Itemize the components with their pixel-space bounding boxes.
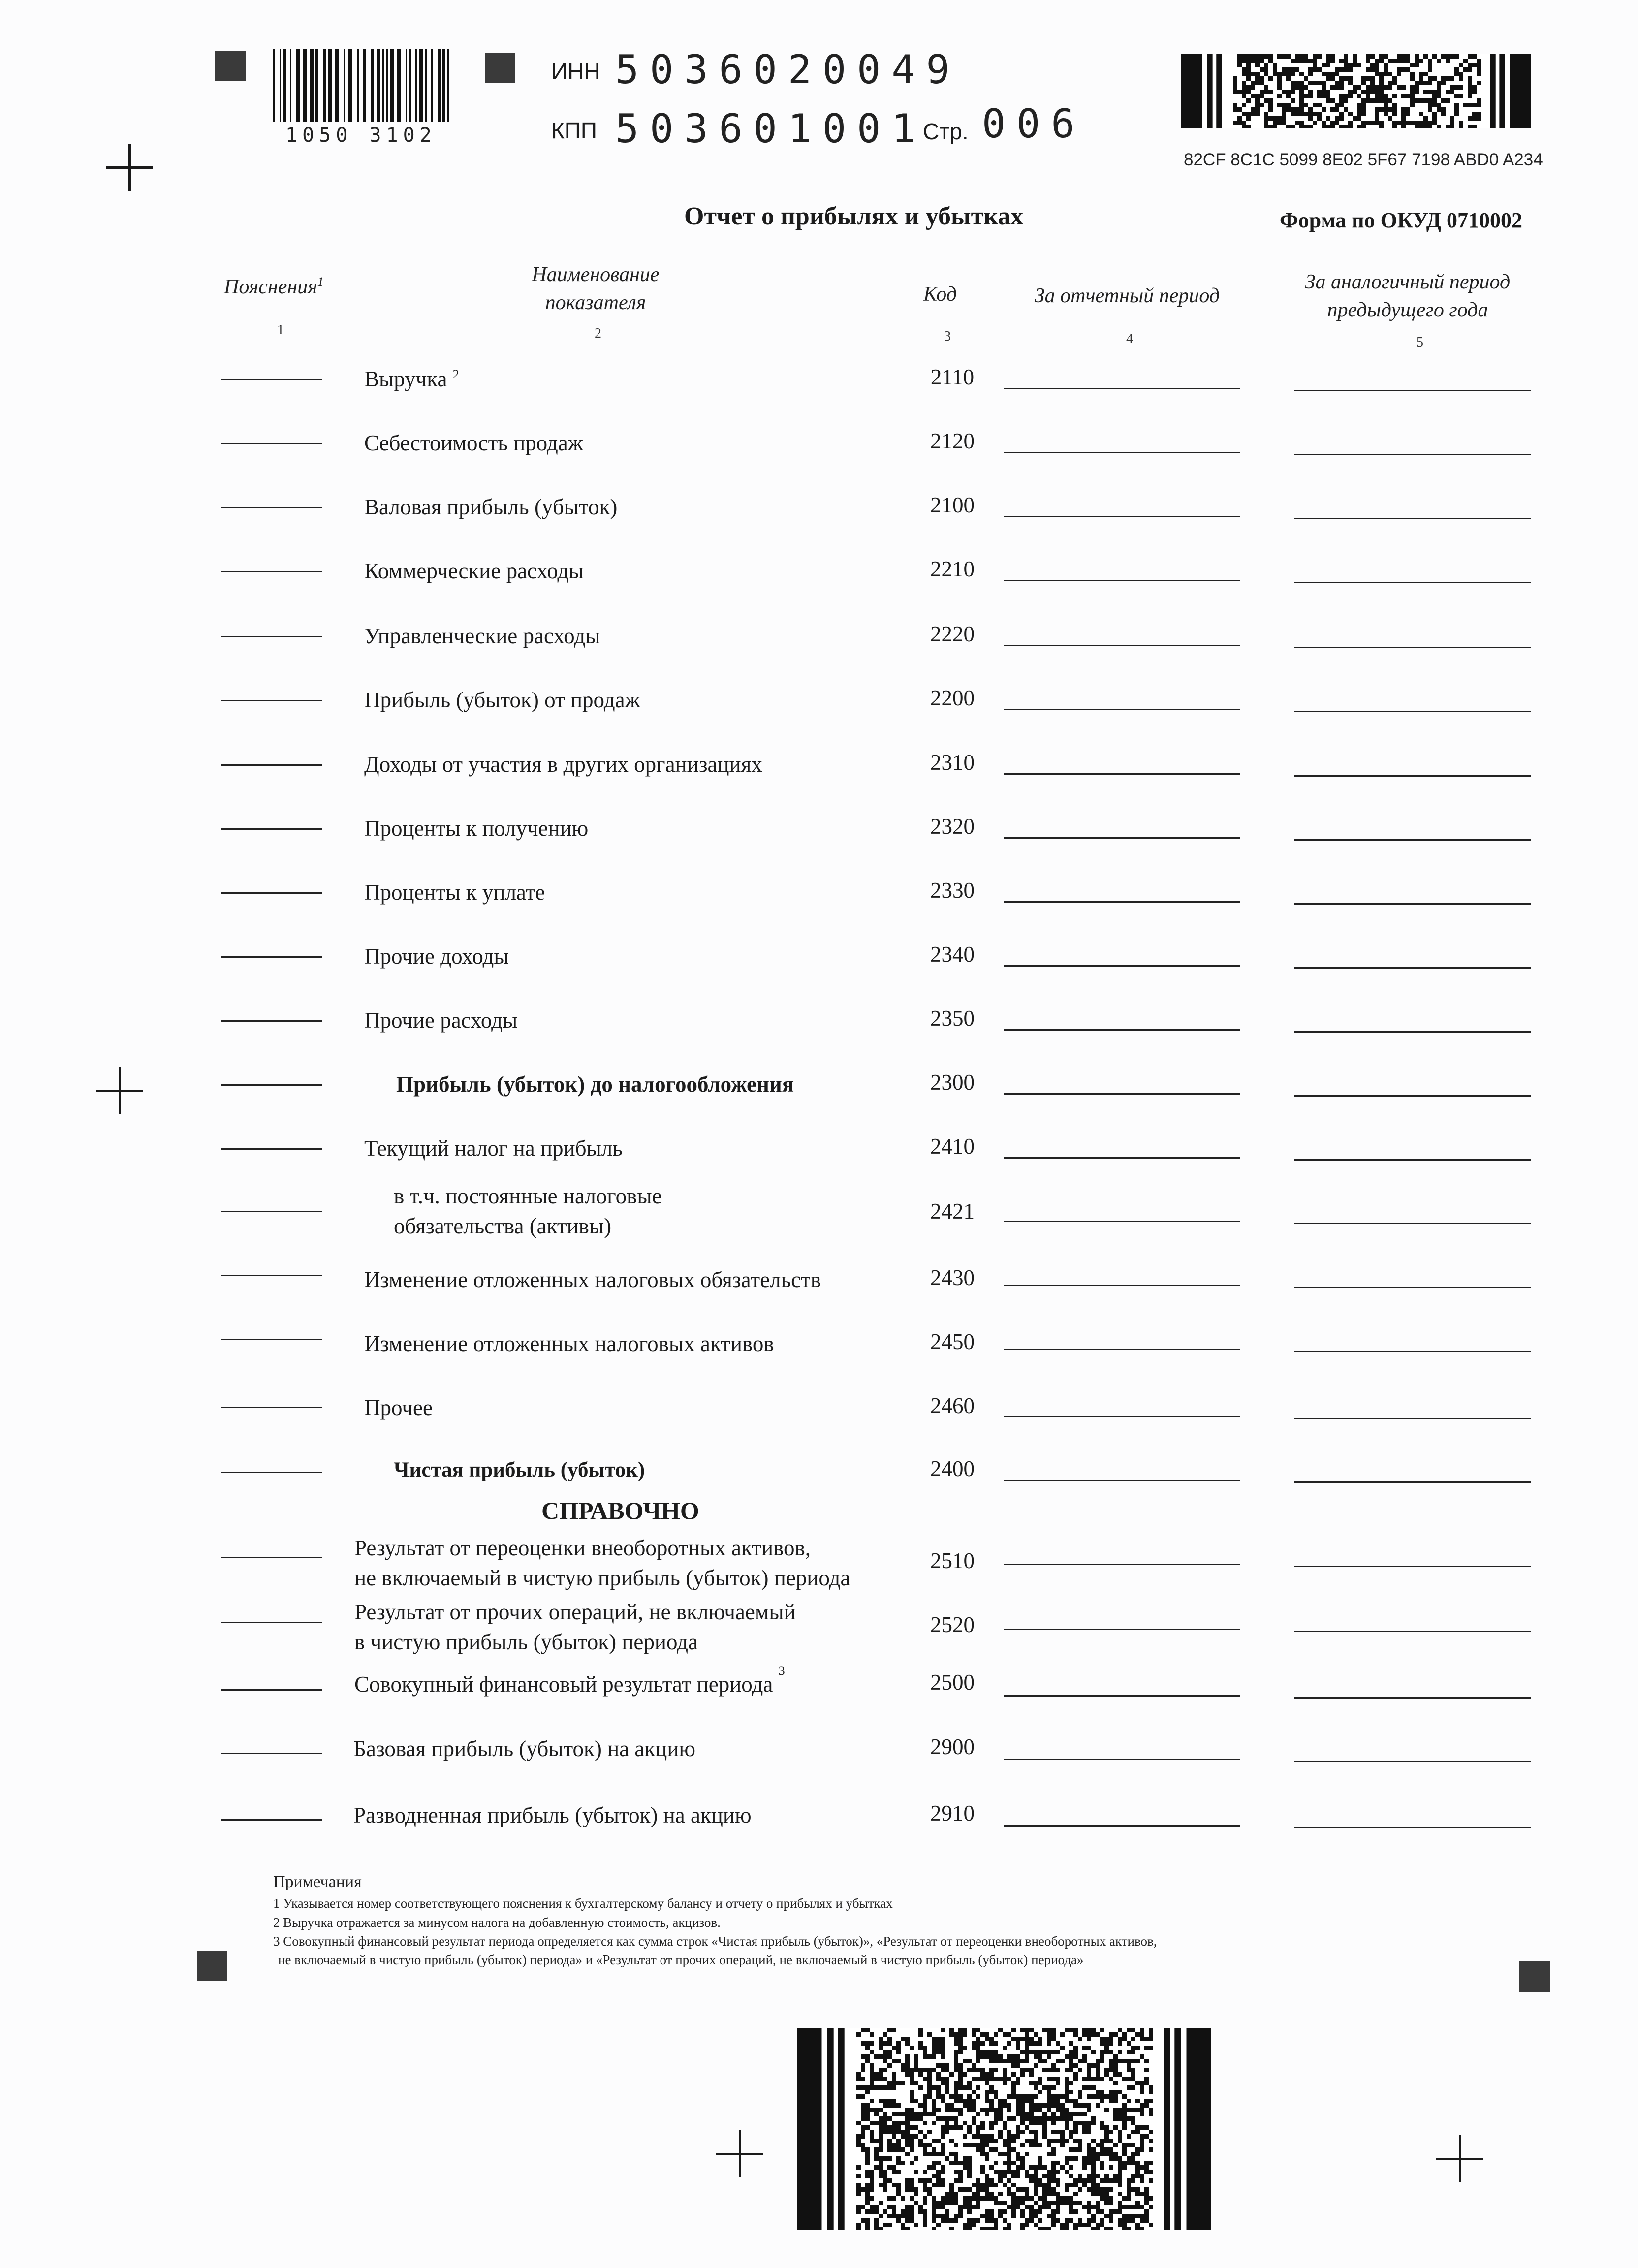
row-label: Прочее (364, 1395, 433, 1420)
table-row-2400 (0, 1456, 1638, 1521)
current-period-blank (1004, 1221, 1240, 1222)
current-period-blank (1004, 965, 1240, 967)
row-label: Прибыль (убыток) до налогообложения (396, 1072, 794, 1097)
row-label-line2: не включаемый в чистую прибыль (убыток) периода (354, 1565, 850, 1590)
col4-header: За отчетный период (1034, 284, 1220, 307)
current-period-blank (1004, 1629, 1240, 1630)
col5-number: 5 (1417, 335, 1423, 350)
current-period-blank (1004, 1825, 1240, 1827)
table-row-2500 (0, 1664, 1638, 1734)
current-period-blank (1004, 1759, 1240, 1760)
row-code: 2320 (930, 814, 975, 839)
col1-header (224, 273, 324, 301)
previous-period-blank (1294, 1761, 1531, 1762)
table-row-2430 (0, 1265, 1638, 1330)
col3-header: Код (923, 283, 957, 306)
note-3b: не включаемый в чистую прибыль (убыток) периода» и «Результат от прочих операций, не включаемый в чистую прибыль (убыток) периода» (278, 1953, 1084, 1968)
previous-period-blank (1294, 839, 1531, 841)
crosshair-mark-bottom-center (716, 2130, 763, 2177)
explanation-blank (221, 1339, 322, 1340)
row-label: Текущий налог на прибыль (364, 1136, 623, 1161)
table-row-2220 (0, 621, 1638, 686)
row-label-line2: в чистую прибыль (убыток) периода (354, 1629, 698, 1654)
reference-section-title: СПРАВОЧНО (541, 1497, 699, 1524)
explanation-blank (221, 443, 322, 444)
previous-period-blank (1294, 775, 1531, 777)
registration-square-top-middle (485, 53, 515, 83)
row-code: 2450 (930, 1329, 975, 1354)
explanation-blank (221, 956, 322, 958)
current-period-blank (1004, 580, 1240, 581)
row-label-line1: Результат от прочих операций, не включаемый (354, 1600, 796, 1624)
current-period-blank (1004, 645, 1240, 646)
row-label-line1: Результат от переоценки внеоборотных активов, (354, 1536, 811, 1560)
col4-number: 4 (1126, 331, 1133, 346)
row-label: Разводненная прибыль (убыток) на акцию (353, 1803, 752, 1827)
col1-number: 1 (277, 322, 284, 338)
row-code: 2520 (930, 1612, 975, 1637)
previous-period-blank (1294, 1351, 1531, 1352)
row-code: 2200 (930, 686, 975, 710)
table-row-2330 (0, 878, 1638, 943)
explanation-blank (221, 1689, 322, 1691)
previous-period-blank (1294, 1159, 1531, 1161)
registration-square-bottom-right (1519, 1961, 1550, 1992)
current-period-blank (1004, 452, 1240, 453)
table-row-2100 (0, 492, 1638, 557)
explanation-blank (221, 1557, 322, 1558)
col5-header-line1: За аналогичный период (1305, 271, 1511, 293)
form-code: Форма по ОКУД 0710002 (1280, 208, 1522, 232)
row-code: 2210 (930, 557, 975, 581)
previous-period-blank (1294, 1031, 1531, 1033)
current-period-blank (1004, 1285, 1240, 1286)
row-label (354, 1664, 785, 1700)
pdf417-barcode-bottom (797, 2028, 1211, 2230)
previous-period-blank (1294, 518, 1531, 519)
row-code: 2460 (930, 1393, 975, 1418)
table-row-2200 (0, 685, 1638, 750)
explanation-blank (221, 892, 322, 894)
current-period-blank (1004, 1480, 1240, 1481)
row-label: Прибыль (убыток) от продаж (364, 688, 640, 712)
page-value: 006 (982, 101, 1086, 147)
row-label-text: Выручка (364, 367, 447, 391)
row-label: Изменение отложенных налоговых обязательств (364, 1267, 821, 1292)
kpp-value: 503601001 (615, 106, 926, 152)
explanation-blank (221, 1622, 322, 1623)
explanation-blank (221, 1819, 322, 1821)
current-period-blank (1004, 1695, 1240, 1697)
table-row-2460 (0, 1393, 1638, 1458)
hash-code: 82CF 8C1C 5099 8E02 5F67 7198 ABD0 A234 (1184, 150, 1543, 169)
col5-header (1280, 268, 1536, 324)
note-3a: 3 Совокупный финансовый результат периода определяется как сумма строк «Чистая прибыль (убыток)», «Результат от переоценки внеоборотных активов, (273, 1933, 1157, 1949)
table-row-2120 (0, 428, 1638, 493)
row-code: 2220 (930, 622, 975, 646)
row-code: 2300 (930, 1070, 975, 1095)
previous-period-blank (1294, 1287, 1531, 1288)
explanation-blank (221, 571, 322, 572)
previous-period-blank (1294, 582, 1531, 583)
row-label: Прочие расходы (364, 1008, 518, 1033)
col2-header-line1: Наименование (532, 263, 660, 286)
previous-period-blank (1294, 454, 1531, 455)
explanation-blank (221, 379, 322, 380)
current-period-blank (1004, 1157, 1240, 1159)
registration-square-top-left (215, 51, 246, 81)
previous-period-blank (1294, 1481, 1531, 1483)
previous-period-blank (1294, 1566, 1531, 1567)
crosshair-mark-bottom-right (1436, 2135, 1483, 2182)
current-period-blank (1004, 773, 1240, 775)
previous-period-blank (1294, 1223, 1531, 1224)
inn-value: 5036020049 (615, 47, 961, 93)
row-code: 2510 (930, 1548, 975, 1573)
report-title: Отчет о прибылях и убытках (684, 202, 1024, 230)
row-label (354, 1533, 850, 1593)
previous-period-blank (1294, 711, 1531, 712)
current-period-blank (1004, 1564, 1240, 1565)
row-code: 2500 (930, 1670, 975, 1695)
row-code: 2330 (930, 878, 975, 903)
row-code: 2120 (930, 429, 975, 453)
row-label: Прочие доходы (364, 944, 509, 969)
footnote-ref: 3 (778, 1664, 785, 1678)
explanation-blank (221, 1472, 322, 1473)
previous-period-blank (1294, 1095, 1531, 1097)
row-label: Изменение отложенных налоговых активов (364, 1331, 774, 1356)
row-code: 2340 (930, 942, 975, 967)
kpp-label: КПП (551, 118, 597, 143)
crosshair-mark-top-left (106, 144, 153, 191)
current-period-blank (1004, 516, 1240, 517)
previous-period-blank (1294, 1418, 1531, 1419)
table-row-2450 (0, 1329, 1638, 1394)
row-code: 2410 (930, 1134, 975, 1159)
note-2: 2 Выручка отражается за минусом налога на добавленную стоимость, акцизов. (273, 1915, 721, 1930)
previous-period-blank (1294, 903, 1531, 905)
table-row-2210 (0, 556, 1638, 621)
col5-header-line2: предыдущего года (1327, 298, 1488, 321)
row-code: 2421 (930, 1199, 975, 1224)
table-row-2350 (0, 1006, 1638, 1071)
table-row-2520 (0, 1597, 1638, 1662)
explanation-blank (221, 1148, 322, 1150)
notes-title: Примечания (273, 1873, 362, 1891)
row-code: 2400 (930, 1456, 975, 1481)
row-label-line2: обязательства (активы) (394, 1213, 612, 1238)
table-row-2421 (0, 1181, 1638, 1246)
row-label-text: Совокупный финансовый результат периода (354, 1672, 773, 1697)
page-label: Стр. (923, 119, 969, 144)
current-period-blank (1004, 1349, 1240, 1350)
current-period-blank (1004, 837, 1240, 839)
col2-header (502, 261, 689, 316)
row-code: 2910 (930, 1801, 975, 1826)
row-code: 2430 (930, 1265, 975, 1290)
table-row-2310 (0, 750, 1638, 815)
current-period-blank (1004, 1416, 1240, 1417)
row-label: Проценты к получению (364, 816, 589, 841)
previous-period-blank (1294, 967, 1531, 969)
col1-header-text: Пояснения (224, 276, 317, 298)
linear-barcode (273, 49, 455, 122)
table-row-2900 (0, 1734, 1638, 1799)
row-label: Доходы от участия в других организациях (364, 752, 762, 777)
explanation-blank (221, 1407, 322, 1408)
previous-period-blank (1294, 1631, 1531, 1632)
explanation-blank (221, 828, 322, 830)
notes-block (273, 1870, 1157, 1970)
row-label: Управленческие расходы (364, 624, 600, 648)
previous-period-blank (1294, 1827, 1531, 1828)
explanation-blank (221, 1211, 322, 1212)
row-code: 2310 (930, 750, 975, 775)
explanation-blank (221, 700, 322, 701)
row-code: 2900 (930, 1734, 975, 1759)
row-label (364, 364, 459, 394)
registration-square-bottom-left (197, 1951, 227, 1981)
row-label (394, 1181, 662, 1241)
pdf417-barcode-top (1181, 54, 1531, 128)
row-label: Коммерческие расходы (364, 559, 584, 583)
row-label-line1: в т.ч. постоянные налоговые (394, 1184, 662, 1208)
current-period-blank (1004, 901, 1240, 903)
row-code: 2110 (930, 365, 975, 389)
table-row-2510 (0, 1533, 1638, 1598)
table-row-2340 (0, 942, 1638, 1007)
current-period-blank (1004, 1029, 1240, 1031)
row-code: 2350 (930, 1006, 975, 1031)
previous-period-blank (1294, 390, 1531, 391)
row-label: Базовая прибыль (убыток) на акцию (353, 1736, 696, 1761)
row-label: Проценты к уплате (364, 880, 545, 905)
col2-number: 2 (595, 326, 601, 341)
explanation-blank (221, 636, 322, 637)
note-1: 1 Указывается номер соответствующего пояснения к бухгалтерскому балансу и отчету о прибылях и убытках (273, 1896, 893, 1911)
col3-number: 3 (944, 329, 951, 344)
col2-header-line2: показателя (545, 291, 646, 314)
explanation-blank (221, 764, 322, 766)
row-label (354, 1597, 796, 1657)
explanation-blank (221, 1020, 322, 1022)
row-label: Себестоимость продаж (364, 431, 583, 455)
inn-label: ИНН (551, 59, 600, 84)
footnote-ref: 2 (452, 367, 459, 381)
table-row-2910 (0, 1800, 1638, 1865)
previous-period-blank (1294, 1697, 1531, 1699)
barcode-number: 1050 3102 (285, 124, 437, 147)
row-code: 2100 (930, 493, 975, 517)
current-period-blank (1004, 709, 1240, 710)
explanation-blank (221, 1084, 322, 1086)
explanation-blank (221, 1275, 322, 1276)
row-label: Валовая прибыль (убыток) (364, 495, 618, 519)
table-row-2110 (0, 364, 1638, 429)
table-row-2320 (0, 814, 1638, 879)
table-row-2300 (0, 1070, 1638, 1134)
current-period-blank (1004, 388, 1240, 389)
col1-footnote-ref: 1 (317, 275, 324, 289)
current-period-blank (1004, 1093, 1240, 1095)
explanation-blank (221, 507, 322, 508)
explanation-blank (221, 1753, 322, 1754)
previous-period-blank (1294, 647, 1531, 648)
row-label: Чистая прибыль (убыток) (394, 1458, 645, 1481)
